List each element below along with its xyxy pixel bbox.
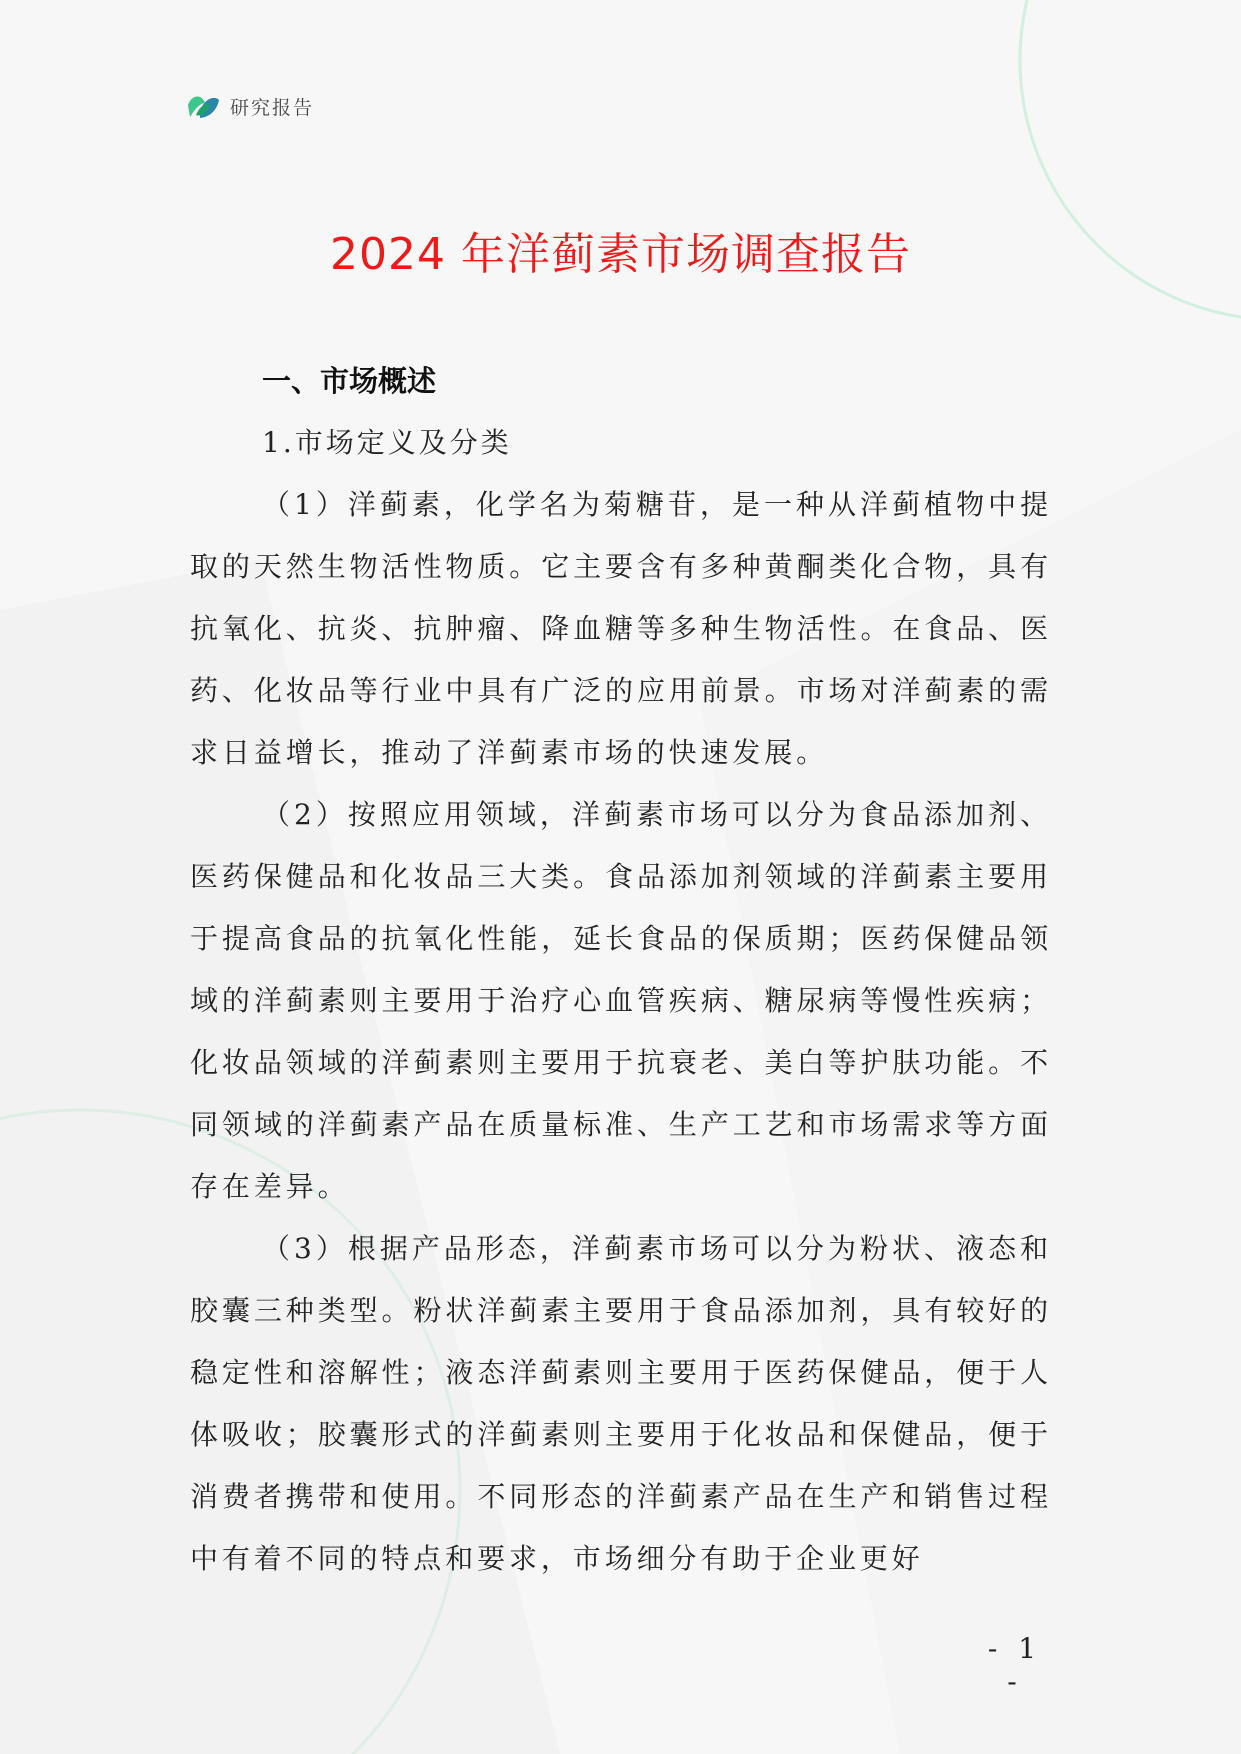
page-number: - 1 -: [987, 1632, 1043, 1698]
subsection-heading: 1.市场定义及分类: [262, 426, 512, 459]
document-title: 2024 年洋蓟素市场调查报告: [330, 229, 911, 280]
paragraph: （2）按照应用领域，洋蓟素市场可以分为食品添加剂、医药保健品和化妆品三大类。食品添加剂领域的洋蓟素主要用于提高食品的抗氧化性能，延长食品的保质期；医药保健品领域的洋蓟素则主要用于治疗心血管疾病、糖尿病等慢性疾病；化妆品领域的洋蓟素则主要用于抗衰老、美白等护肤功能。不同领域的洋蓟素产品在质量标准、生产工艺和市场需求等方面存在差异。: [190, 798, 1052, 1203]
document-body: [190, 350, 1052, 1590]
paragraph: （1）洋蓟素，化学名为菊糖苷，是一种从洋蓟植物中提取的天然生物活性物质。它主要含有多种黄酮类化合物，具有抗氧化、抗炎、抗肿瘤、降血糖等多种生物活性。在食品、医药、化妆品等行业中具有广泛的应用前景。市场对洋蓟素的需求日益增长，推动了洋蓟素市场的快速发展。: [190, 488, 1052, 769]
section-heading: 一、市场概述: [262, 364, 437, 398]
document-header: [186, 88, 314, 124]
paragraph: （3）根据产品形态，洋蓟素市场可以分为粉状、液态和胶囊三种类型。粉状洋蓟素主要用于食品添加剂，具有较好的稳定性和溶解性；液态洋蓟素则主要用于医药保健品，便于人体吸收；胶囊形式的洋蓟素则主要用于化妆品和保健品，便于消费者携带和使用。不同形态的洋蓟素产品在生产和销售过程中有着不同的特点和要求，市场细分有助于企业更好: [190, 1232, 1052, 1575]
leaf-logo-icon: [186, 91, 220, 121]
header-label: 研究报告: [230, 96, 315, 119]
